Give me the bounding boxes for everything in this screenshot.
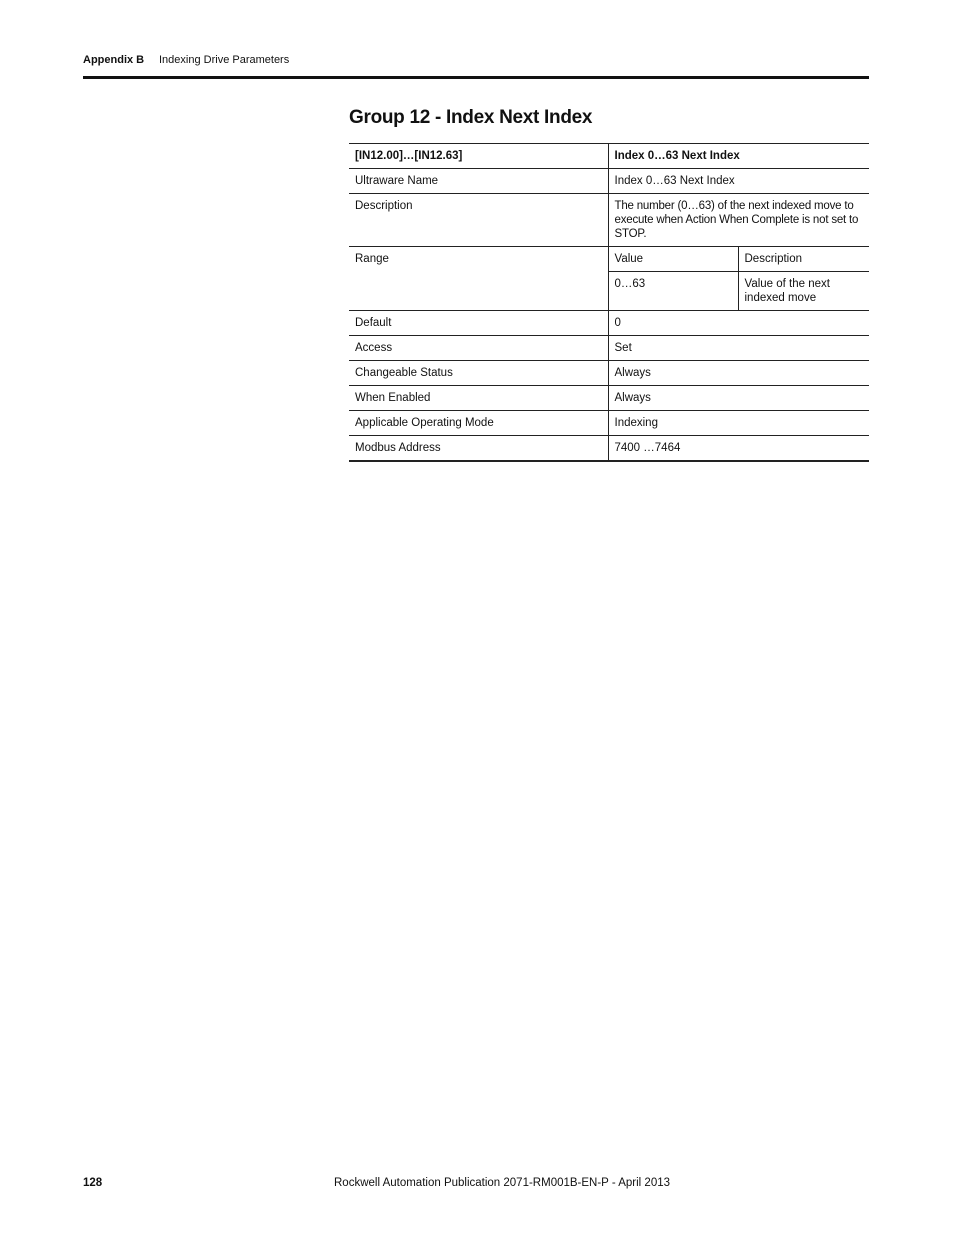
appendix-label: Appendix B [83,54,145,66]
param-name-cell: Index 0…63 Next Index [608,144,869,169]
table-header-row [349,144,869,169]
row-value: 0 [608,311,869,336]
table-row [349,169,869,194]
row-label: Description [349,194,608,247]
section-label: Indexing Drive Parameters [159,54,290,66]
row-label: Ultraware Name [349,169,608,194]
row-value: Always [608,361,869,386]
row-label: Applicable Operating Mode [349,411,608,436]
page-number: 128 [83,1177,103,1189]
row-label: Range [349,247,608,311]
publication-info: Rockwell Automation Publication 2071-RM001B-EN-P - April 2013 [334,1177,671,1189]
page-title: Group 12 - Index Next Index [349,107,593,128]
range-value: 0…63 [608,272,738,311]
table-row [349,436,869,462]
parameter-table [349,143,869,462]
table-row [349,361,869,386]
row-value: Index 0…63 Next Index [608,169,869,194]
table-row [349,194,869,247]
param-id-cell: [IN12.00]…[IN12.63] [349,144,608,169]
range-col-description: Description [738,247,869,272]
table-row [349,336,869,361]
table-row [349,411,869,436]
table-row [349,247,869,272]
row-label: Access [349,336,608,361]
row-label: Changeable Status [349,361,608,386]
row-value: 7400 …7464 [608,436,869,462]
row-label: When Enabled [349,386,608,411]
row-label: Modbus Address [349,436,608,462]
table-row [349,386,869,411]
row-label: Default [349,311,608,336]
row-value: The number (0…63) of the next indexed move to execute when Action When Complete is not set to STOP. [608,194,869,247]
row-value: Set [608,336,869,361]
range-col-value: Value [608,247,738,272]
range-description: Value of the next indexed move [738,272,869,311]
table-row [349,311,869,336]
page-header [83,52,869,79]
row-value: Always [608,386,869,411]
row-value: Indexing [608,411,869,436]
